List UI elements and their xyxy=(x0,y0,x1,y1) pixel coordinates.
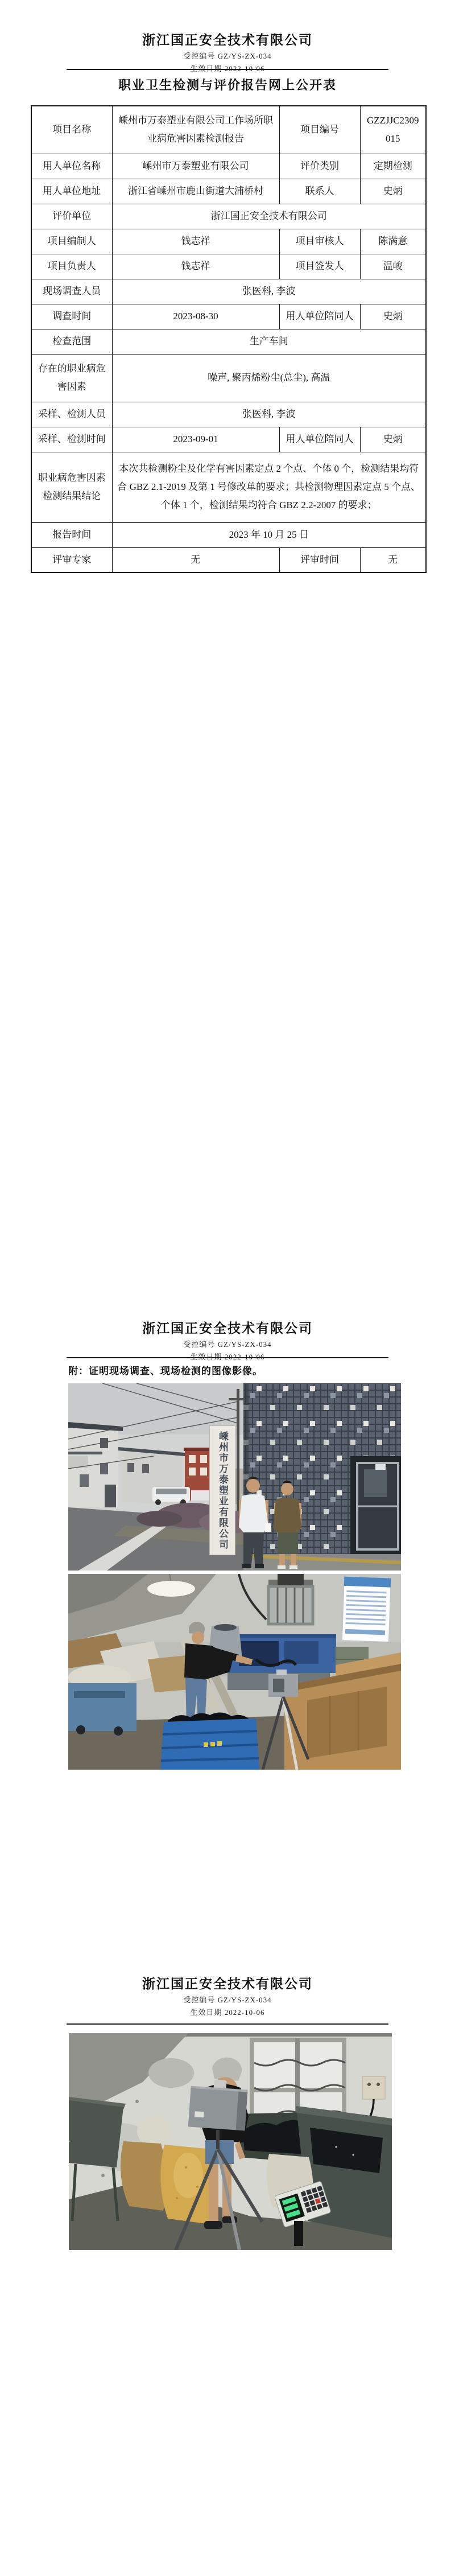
row-value: 本次共检测粉尘及化学有害因素定点 2 个点、个体 0 个，检测结果均符合 GBZ 2.1-2019 及第 1 号修改单的要求；共检测物理因素定点 5 个点、个体 1 个，检测结果均符合 GBZ 2.2-2007 的要求； xyxy=(112,452,426,522)
effective-date-label: 生效日期 xyxy=(190,2008,222,2017)
row-value: 张医科, 李波 xyxy=(112,279,426,304)
row-label: 职业病危害因素检测结果结论 xyxy=(31,452,112,522)
window-with-bars xyxy=(268,1580,313,1624)
row-label: 联系人 xyxy=(279,179,360,204)
row-label: 采样、检测时间 xyxy=(31,427,112,452)
row-label: 项目签发人 xyxy=(279,254,360,279)
header-rule xyxy=(67,2023,388,2025)
row-label: 报告时间 xyxy=(31,522,112,547)
control-number-line xyxy=(0,50,455,61)
row-label: 项目编制人 xyxy=(31,229,112,254)
control-number-line xyxy=(0,1994,455,2005)
row-value: 生产车间 xyxy=(112,329,426,354)
row-value: 浙江国正安全技术有限公司 xyxy=(112,204,426,229)
table-row xyxy=(31,279,426,304)
table-row xyxy=(31,229,426,254)
table-row xyxy=(31,329,426,354)
exhaust-fan xyxy=(278,1574,304,1585)
row-label: 项目负责人 xyxy=(31,254,112,279)
page1-header xyxy=(0,30,455,73)
row-label: 用人单位名称 xyxy=(31,154,112,179)
header-rule xyxy=(67,69,388,70)
row-value: 定期检测 xyxy=(360,154,426,179)
equipment-cabinet xyxy=(357,1463,398,1549)
effective-date-line xyxy=(0,2006,455,2017)
blue-crate xyxy=(160,1712,259,1770)
page2-header xyxy=(0,1318,455,1362)
row-value: 钱志祥 xyxy=(112,254,279,279)
effective-date-line xyxy=(0,1351,455,1362)
row-value: 嵊州市万泰塑业有限公司 xyxy=(112,154,279,179)
control-number-line xyxy=(0,1338,455,1349)
row-label: 评审专家 xyxy=(31,547,112,572)
workshop-detection-photo xyxy=(68,1574,401,1770)
site-entrance-photo xyxy=(68,1383,401,1571)
table-row xyxy=(31,254,426,279)
row-label: 用人单位陪同人 xyxy=(279,304,360,329)
row-label: 用人单位陪同人 xyxy=(279,427,360,452)
table-row xyxy=(31,402,426,427)
company-name: 浙江国正安全技术有限公司 xyxy=(142,1976,313,1991)
wall-poster xyxy=(342,1577,391,1642)
row-value: 史炳 xyxy=(360,427,426,452)
row-label: 项目审核人 xyxy=(279,229,360,254)
row-value: 噪声, 聚丙烯粉尘(总尘), 高温 xyxy=(112,354,426,402)
row-value: 嵊州市万泰塑业有限公司工作场所职业病危害因素检测报告 xyxy=(112,106,279,154)
company-name: 浙江国正安全技术有限公司 xyxy=(142,1321,313,1336)
page3-header xyxy=(0,1973,455,2017)
row-value: 2023-08-30 xyxy=(112,304,279,329)
table-row xyxy=(31,522,426,547)
row-value: 无 xyxy=(360,547,426,572)
effective-date-value: 2022-10-06 xyxy=(224,2008,265,2017)
ground xyxy=(243,1554,401,1571)
row-value: 温峻 xyxy=(360,254,426,279)
row-value: 钱志祥 xyxy=(112,229,279,254)
table-row xyxy=(31,106,426,154)
company-name: 浙江国正安全技术有限公司 xyxy=(142,32,313,47)
effective-date-line xyxy=(0,63,455,73)
workshop-sampling-photo xyxy=(69,2033,392,2250)
report-title: 职业卫生检测与评价报告网上公开表 xyxy=(118,78,337,92)
header-rule xyxy=(67,1357,388,1358)
row-value: 史炳 xyxy=(360,304,426,329)
row-label: 现场调查人员 xyxy=(31,279,112,304)
row-label: 评价类别 xyxy=(279,154,360,179)
control-number-label: 受控编号 xyxy=(183,52,216,60)
row-value: 史炳 xyxy=(360,179,426,204)
control-number-value: GZ/YS-ZX-034 xyxy=(217,1340,272,1349)
control-number-label: 受控编号 xyxy=(183,1340,216,1349)
attachment-note: 附：证明现场调查、现场检测的图像影像。 xyxy=(68,1366,263,1376)
table-row xyxy=(31,179,426,204)
row-label: 调查时间 xyxy=(31,304,112,329)
row-label: 采样、检测人员 xyxy=(31,402,112,427)
table-row xyxy=(31,354,426,402)
factory-sign: 嵊州市万泰塑业有限公司 xyxy=(209,1425,235,1555)
row-value: 陈满意 xyxy=(360,229,426,254)
row-label: 评审时间 xyxy=(279,547,360,572)
row-value: 2023 年 10 月 25 日 xyxy=(112,522,426,547)
control-number-label: 受控编号 xyxy=(183,1996,216,2004)
control-number-value: GZ/YS-ZX-034 xyxy=(217,1996,272,2004)
scale-strap xyxy=(294,2221,303,2246)
table-row xyxy=(31,204,426,229)
row-label: 项目名称 xyxy=(31,106,112,154)
row-label: 检查范围 xyxy=(31,329,112,354)
row-label: 评价单位 xyxy=(31,204,112,229)
control-number-value: GZ/YS-ZX-034 xyxy=(217,52,272,60)
row-value: 张医科, 李波 xyxy=(112,402,426,427)
table-row xyxy=(31,547,426,572)
row-label: 用人单位地址 xyxy=(31,179,112,204)
row-value: 无 xyxy=(112,547,279,572)
report-table xyxy=(31,105,427,573)
table-row xyxy=(31,304,426,329)
row-label: 项目编号 xyxy=(279,106,360,154)
row-value: 2023-09-01 xyxy=(112,427,279,452)
row-value: GZZJJC2309015 xyxy=(360,106,426,154)
row-value: 浙江省嵊州市鹿山街道大浦桥村 xyxy=(112,179,279,204)
table-row xyxy=(31,154,426,179)
row-label: 存在的职业病危害因素 xyxy=(31,354,112,402)
table-row xyxy=(31,427,426,452)
table-row xyxy=(31,452,426,522)
